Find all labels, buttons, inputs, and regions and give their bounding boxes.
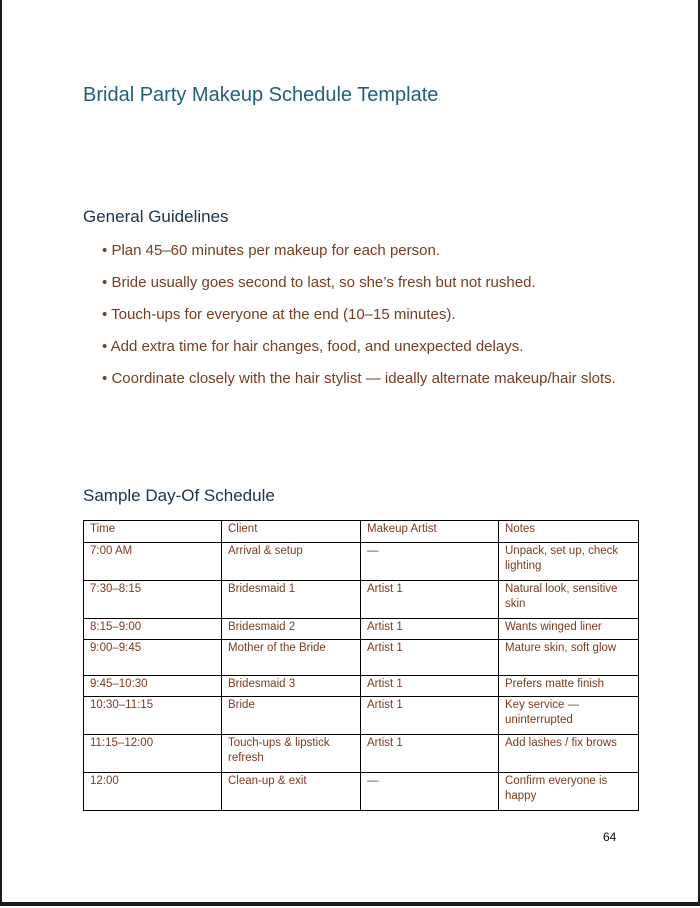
cell-notes: Unpack, set up, check lighting (499, 543, 639, 581)
cell-notes: Key service — uninterrupted (499, 697, 639, 735)
schedule-table (83, 520, 639, 811)
cell-time: 11:15–12:00 (84, 735, 222, 773)
cell-notes: Natural look, sensitive skin (499, 581, 639, 619)
schedule-heading: Sample Day-Of Schedule (83, 486, 275, 505)
cell-client: Bridesmaid 2 (222, 619, 361, 640)
cell-client: Touch-ups & lipstick refresh (222, 735, 361, 773)
table-row (84, 735, 639, 773)
table-row (84, 640, 639, 676)
table-row (84, 619, 639, 640)
cell-notes: Add lashes / fix brows (499, 735, 639, 773)
cell-client: Bride (222, 697, 361, 735)
cell-artist: Artist 1 (361, 640, 499, 676)
cell-time: 9:00–9:45 (84, 640, 222, 676)
guideline-text: Touch-ups for everyone at the end (10–15 minutes). (111, 306, 456, 323)
table-row (84, 697, 639, 735)
page-number: 64 (603, 830, 617, 844)
cell-artist: Artist 1 (361, 735, 499, 773)
table-header-row (84, 521, 639, 543)
cell-notes: Prefers matte finish (499, 676, 639, 697)
cell-artist: Artist 1 (361, 676, 499, 697)
cell-client: Arrival & setup (222, 543, 361, 581)
table-row (84, 581, 639, 619)
cell-artist: Artist 1 (361, 619, 499, 640)
bullet-icon: • (102, 306, 108, 323)
guideline-text: Plan 45–60 minutes per makeup for each person. (111, 242, 440, 259)
column-header-time: Time (84, 521, 222, 543)
cell-notes: Confirm everyone is happy (499, 773, 639, 811)
cell-artist: — (361, 773, 499, 811)
column-header-artist: Makeup Artist (361, 521, 499, 543)
bullet-icon: • (102, 370, 108, 387)
cell-time: 10:30–11:15 (84, 697, 222, 735)
guideline-item (102, 368, 622, 390)
column-header-notes: Notes (499, 521, 639, 543)
cell-time: 7:00 AM (84, 543, 222, 581)
cell-artist: — (361, 543, 499, 581)
guideline-text: Bride usually goes second to last, so she’s fresh but not rushed. (111, 274, 536, 291)
cell-client: Clean-up & exit (222, 773, 361, 811)
cell-time: 12:00 (84, 773, 222, 811)
cell-time: 9:45–10:30 (84, 676, 222, 697)
table-row (84, 676, 639, 697)
guideline-text: Coordinate closely with the hair stylist — ideally alternate makeup/hair slots. (111, 370, 616, 387)
cell-client: Bridesmaid 1 (222, 581, 361, 619)
page-title: Bridal Party Makeup Schedule Template (83, 84, 439, 106)
guideline-item (102, 336, 622, 358)
cell-notes: Mature skin, soft glow (499, 640, 639, 676)
guideline-item (102, 240, 622, 262)
cell-artist: Artist 1 (361, 697, 499, 735)
guidelines-heading: General Guidelines (83, 207, 229, 226)
guideline-item (102, 272, 622, 294)
cell-client: Mother of the Bride (222, 640, 361, 676)
bullet-icon: • (102, 242, 108, 259)
cell-time: 7:30–8:15 (84, 581, 222, 619)
column-header-client: Client (222, 521, 361, 543)
table-row (84, 773, 639, 811)
guideline-item (102, 304, 622, 326)
cell-client: Bridesmaid 3 (222, 676, 361, 697)
guidelines-list (102, 240, 622, 400)
cell-notes: Wants winged liner (499, 619, 639, 640)
cell-artist: Artist 1 (361, 581, 499, 619)
bullet-icon: • (102, 338, 108, 355)
cell-time: 8:15–9:00 (84, 619, 222, 640)
table-row (84, 543, 639, 581)
bullet-icon: • (102, 274, 108, 291)
guideline-text: Add extra time for hair changes, food, and unexpected delays. (110, 338, 524, 355)
